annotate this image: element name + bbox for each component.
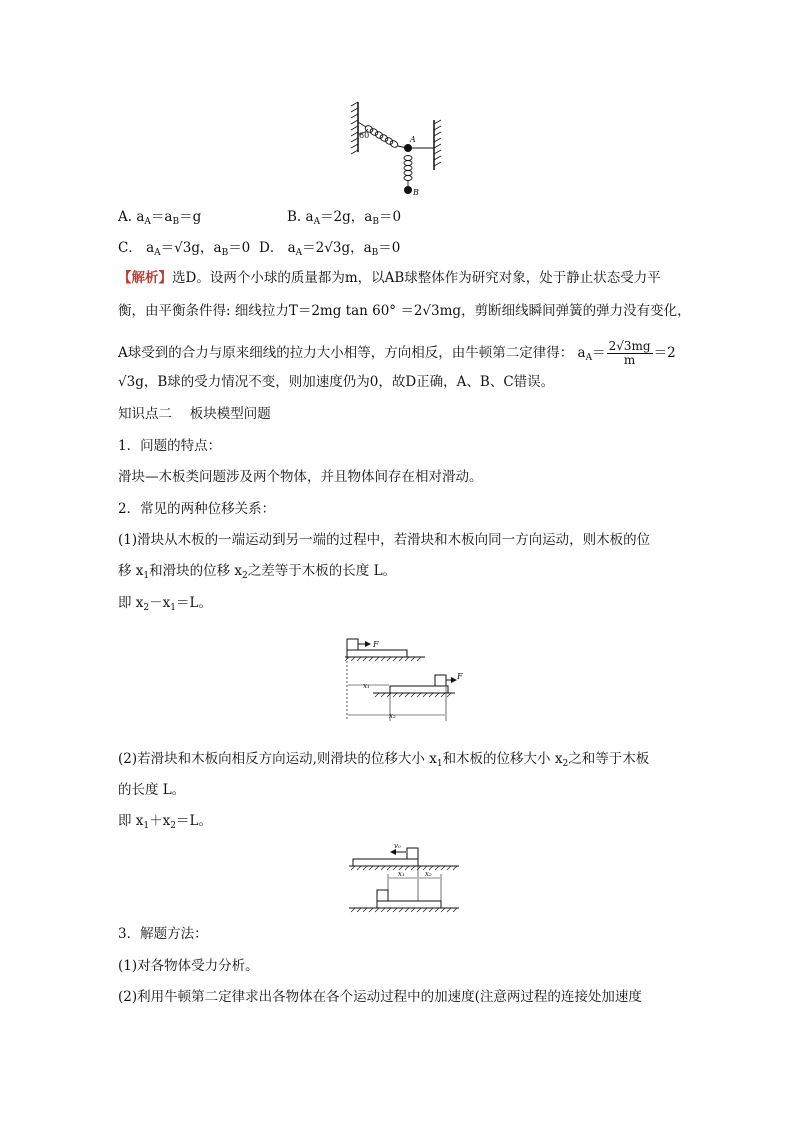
force-label-top: F bbox=[373, 640, 379, 649]
paragraph-9: 即 $x_1+x_2=L$。 bbox=[118, 813, 212, 831]
point-b-label: B bbox=[413, 188, 419, 197]
paragraph-2: 滑块—木板类问题涉及两个物体，并且物体间存在相对滑动。 bbox=[118, 469, 483, 485]
option-c: C． $a_A=√3g$，$a_B=0$ bbox=[118, 240, 251, 258]
acceleration-fraction: $\frac{2√3mg}{m}$ bbox=[608, 339, 651, 367]
paragraph-10: 3．解题方法： bbox=[118, 926, 208, 942]
paragraph-8: 的长度 L。 bbox=[118, 782, 186, 798]
paragraph-1: 1．问题的特点： bbox=[118, 438, 222, 454]
fig3-x2-label: x₂ bbox=[425, 870, 432, 878]
paragraph-12: (2)利用牛顿第二定律求出各物体在各个运动过程中的加速度(注意两过程的连接处加速度 bbox=[118, 989, 642, 1005]
x1-label: x₁ bbox=[363, 682, 370, 690]
fig3-x1-label: x₁ bbox=[398, 870, 405, 878]
option-d: D． $a_A=2√3g$，$a_B=0$ bbox=[259, 240, 401, 258]
x2-label: x₂ bbox=[389, 712, 396, 720]
option-b: B. $a_A=2g$，$a_B=0$ bbox=[287, 209, 402, 227]
option-a: A. $a_A=a_B=g$ bbox=[118, 209, 202, 227]
paragraph-5: 移 $x_1$和滑块的位移 $x_2$之差等于木板的长度 L。 bbox=[118, 563, 397, 581]
paragraph-7: (2)若滑块和木板向相反方向运动,则滑块的位移大小 $x_1$和木板的位移大小 $x_2$之和等于木板 bbox=[118, 751, 650, 769]
v0-label: v₀ bbox=[394, 842, 401, 850]
paragraph-4: (1)滑块从木板的一端运动到另一端的过程中，若滑块和木板向同一方向运动，则木板的位 bbox=[118, 532, 651, 548]
paragraph-6: 即 $x_2-x_1=L$。 bbox=[118, 595, 212, 613]
paragraph-3: 2．常见的两种位移关系： bbox=[118, 501, 276, 517]
analysis-tag: 【解析】 bbox=[118, 270, 172, 286]
opposite-direction-figure bbox=[343, 838, 465, 914]
section-title: 知识点二 板块模型问题 bbox=[118, 406, 271, 422]
analysis-line-2: 衡，由平衡条件得: 细线拉力T＝2mg tan 60° ＝2√3mg，剪断细线瞬间弹簧的弹力没有变化， bbox=[118, 303, 691, 319]
spring-ball-figure bbox=[348, 100, 448, 200]
point-a-label: A bbox=[410, 135, 416, 144]
paragraph-11: (1)对各物体受力分析。 bbox=[118, 958, 259, 974]
same-direction-figure bbox=[343, 627, 468, 723]
angle-label: 60 bbox=[359, 131, 370, 140]
analysis-line-4: √3g，B球的受力情况不变，则加速度仍为0，故D正确，A、B、C错误。 bbox=[118, 374, 555, 390]
analysis-line-1: 【解析】选D。设两个小球的质量都为m，以AB球整体作为研究对象，处于静止状态受力平 bbox=[118, 270, 661, 286]
force-label-bottom: F bbox=[457, 672, 463, 681]
analysis-line-3: A球受到的合力与原来细线的拉力大小相等，方向相反，由牛顿第二定律得： $a_A=$ $\frac{2√3mg}{m}$ ＝2 bbox=[118, 339, 676, 367]
